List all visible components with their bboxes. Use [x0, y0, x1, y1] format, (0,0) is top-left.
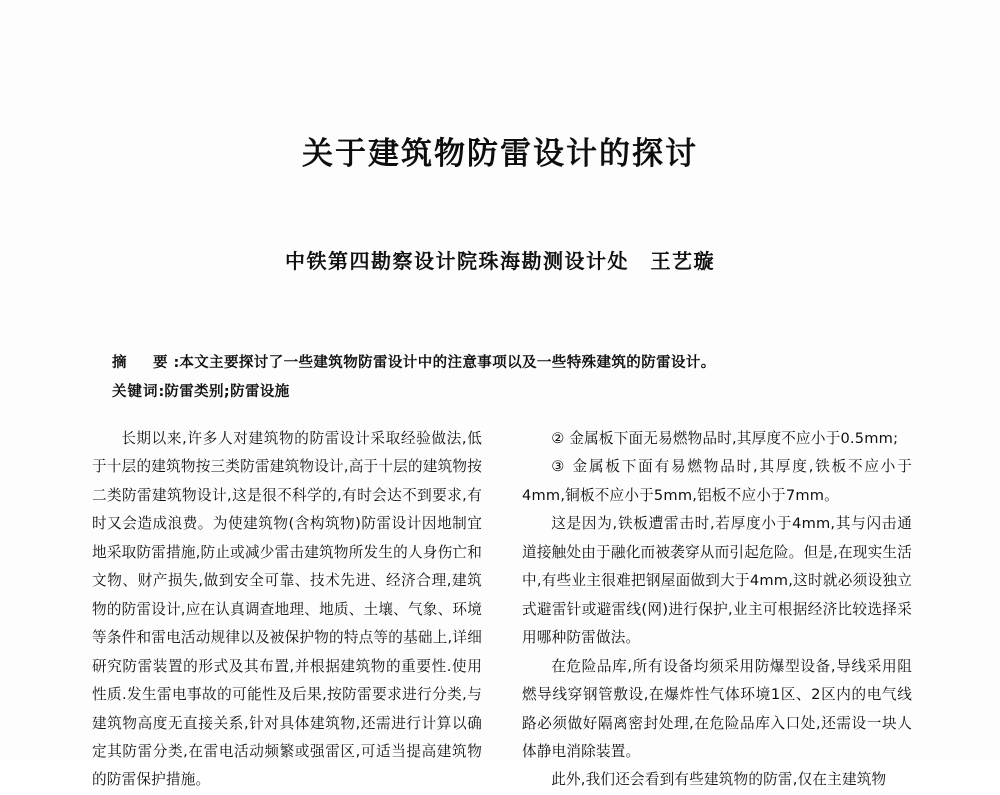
abstract-label: 摘 要 [112, 355, 174, 371]
paragraph: 在危险品库,所有设备均须采用防爆型设备,导线采用阻燃导线穿钢管敷设,在爆炸性气体环境1区、2区内的电气线路必须做好隔离密封处理,在危险品库入口处,还需设一块人体静电消除装置。 [522, 657, 912, 760]
paragraph: 这是因为,铁板遭雷击时,若厚度小于4mm,其与闪击通道接触处由于融化而被袭穿从而引起危险。但是,在现实生活中,有些业主很难把钢屋面做到大于4mm,这时就必须设独立式避雷针或避雷线(网)进行保护,业主可根据经济比较选择采用哪种防雷做法。 [522, 515, 912, 647]
column-left [92, 425, 482, 795]
keywords-text: 防雷类别;防雷设施 [164, 384, 290, 400]
keywords-label: 关键词 [112, 384, 159, 400]
abstract-block [112, 274, 896, 407]
abstract-text: 本文主要探讨了一些建筑物防雷设计中的注意事项以及一些特殊建筑的防雷设计。 [179, 355, 716, 371]
abstract-separator: : [173, 355, 180, 371]
column-right [522, 425, 912, 795]
abstract-row [112, 349, 896, 378]
page-title: 关于建筑物防雷设计的探讨 [302, 136, 698, 172]
keywords-separator: : [158, 384, 165, 400]
paragraph: 长期以来,许多人对建筑物的防雷设计采取经验做法,低于十层的建筑物按三类防雷建筑物设计,高于十层的建筑物按二类防雷建筑物设计,这是很不科学的,有时会达不到要求,有时又会造成浪费。为使建筑物(含构筑物)防雷设计因地制宜地采取防雷措施,防止或减少雷击建筑物所发生的人身伤亡和文物、财产损失,做到安全可靠、技术先进、经济合理,建筑物的防雷设计,应在认真调查地理、地质、土壤、气象、环境等条件和雷电活动规律以及被保护物的特点等的基础上,详细研究防雷装置的形式及其布置,并根据建筑物的重要性.使用性质.发生雷电事故的可能性及后果,按防雷要求进行分类,与建筑物高度无直接关系,针对具体建筑物,还需进行计算以确定其防雷分类,在雷电活动频繁或强雷区,可适当提高建筑物的防雷保护措施。 [92, 430, 482, 789]
paragraph: ② 金属板下面无易燃物品时,其厚度不应小于0.5mm; [551, 430, 899, 447]
author-affiliation-line: 中铁第四勘察设计院珠海勘测设计处 王艺璇 [285, 249, 715, 273]
paragraph: 此外,我们还会看到有些建筑物的防雷,仅在主建筑物 [551, 771, 887, 789]
paragraph: ③ 金属板下面有易燃物品时,其厚度,铁板不应小于4mm,铜板不应小于5mm,铝板不应小于7mm。 [522, 458, 912, 504]
keywords-row [112, 378, 896, 407]
body-columns [0, 425, 1000, 795]
